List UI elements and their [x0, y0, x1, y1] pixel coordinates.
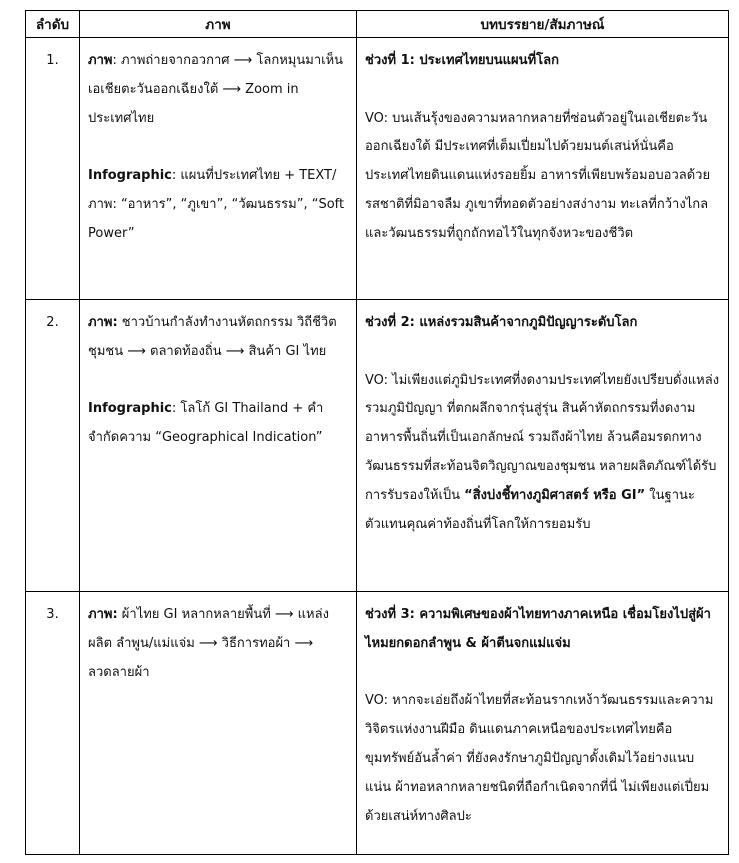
infographic-label: Infographic: [88, 168, 172, 184]
visual-cell: [80, 592, 357, 855]
table-row: [26, 300, 729, 592]
section-title: ช่วงที่ 3: ความพิเศษของผ้าไทยทางภาคเหนือ เชื่อมโยงไปสู่ผ้าไหมยกดอกลำพูน & ผ้าตีนจกแม่แจ่ม: [365, 607, 711, 651]
visual-label: ภาพ:: [88, 315, 118, 330]
header-order: ลำดับ: [26, 11, 80, 38]
table-row: [26, 592, 729, 855]
voice-over-text: VO: ไม่เพียงแต่ภูมิประเทศที่งดงามประเทศไทยยังเปรียบดั่งแหล่งรวมภูมิปัญญา ที่ตกผลึกจากรุ่นสู่รุ่น สินค้าหัตถกรรมที่งดงาม อาหารพื้นถิ่นที่เป็นเอกลักษณ์ รวมถึงผ้าไทย ล้วนคือมรดกทางวัฒนธรรมที่สะท้อนจิตวิญญาณของชุมชน หลายผลิตภัณฑ์ได้รับการรับรองให้เป็น “สิ่งบ่งชี้ทางภูมิศาสตร์ หรือ GI” ในฐานะตัวแทนคุณค่าท้องถิ่นที่โลกให้การยอมรับ: [365, 372, 720, 532]
script-table: [25, 10, 729, 855]
section-title: ช่วงที่ 2: แหล่งรวมสินค้าจากภูมิปัญญาระดับโลก: [365, 315, 638, 330]
visual-label: ภาพ: [88, 53, 113, 68]
narration-cell: [357, 38, 729, 300]
infographic-label: Infographic: [88, 401, 172, 417]
visual-cell: [80, 300, 357, 592]
visual-cell: [80, 38, 357, 300]
visual-description: ภาพ: ชาวบ้านกำลังทำงานหัตถกรรม วิถีชีวิตชุมชน ⟶ ตลาดท้องถิ่น ⟶ สินค้า GI ไทย: [88, 315, 337, 359]
visual-description: ภาพ: ผ้าไทย GI หลากหลายพื้นที่ ⟶ แหล่งผลิต ลำพูน/แม่แจ่ม ⟶ วิธีการทอผ้า ⟶ ลวดลายผ้า: [88, 607, 329, 680]
row-number: 3.: [26, 592, 80, 855]
header-narration: บทบรรยาย/สัมภาษณ์: [357, 11, 729, 38]
infographic-description: Infographic: แผนที่ประเทศไทย + TEXT/ภาพ: “อาหาร”, “ภูเขา”, “วัฒนธรรม”, “Soft Power”: [88, 168, 345, 241]
narration-cell: [357, 592, 729, 855]
visual-description: ภาพ: ภาพถ่ายจากอวกาศ ⟶ โลกหมุนมาเห็นเอเชียตะวันออกเฉียงใต้ ⟶ Zoom in ประเทศไทย: [88, 53, 344, 126]
header-visual: ภาพ: [80, 11, 357, 38]
header-row: [26, 11, 729, 38]
voice-over-text: VO: บนเส้นรุ้งของความหลากหลายที่ซ่อนตัวอยู่ในเอเชียตะวันออกเฉียงใต้ มีประเทศที่เต็มเปี่ยมไปด้วยมนต์เสน่ห์นั่นคือประเทศไทยดินแดนแห่งรอยยิ้ม อาหารที่เพียบพร้อมอบอวลด้วยรสชาติที่มิอาจลืม ภูเขาที่ทอดตัวอย่างสง่างาม ทะเลที่กว้างไกล และวัฒนธรรมที่ถูกถักทอไว้ในทุกจังหวะของชีวิต: [365, 110, 711, 241]
table-row: [26, 38, 729, 300]
row-number: 2.: [26, 300, 80, 592]
voice-over-text: VO: หากจะเอ่ยถึงผ้าไทยที่สะท้อนรากเหง้าวัฒนธรรมและความวิจิตรแห่งงานฝีมือ ดินแดนภาคเหนือของประเทศไทยคือขุมทรัพย์อันล้ำค่า ที่ยังคงรักษาภูมิปัญญาดั้งเดิมไว้อย่างแนบแน่น ผ้าทอหลากหลายชนิดที่ถือกำเนิดจากที่นี่ ไม่เพียงแต่เปี่ยมด้วยเสน่ห์ทางศิลปะ: [365, 693, 714, 824]
row-number: 1.: [26, 38, 80, 300]
infographic-description: Infographic: โลโก้ GI Thailand + คำจำกัดความ “Geographical Indication”: [88, 401, 324, 446]
section-title: ช่วงที่ 1: ประเทศไทยบนแผนที่โลก: [365, 53, 559, 68]
gi-emphasis: “สิ่งบ่งชี้ทางภูมิศาสตร์ หรือ GI”: [464, 487, 646, 503]
visual-label: ภาพ:: [88, 607, 118, 622]
narration-cell: [357, 300, 729, 592]
